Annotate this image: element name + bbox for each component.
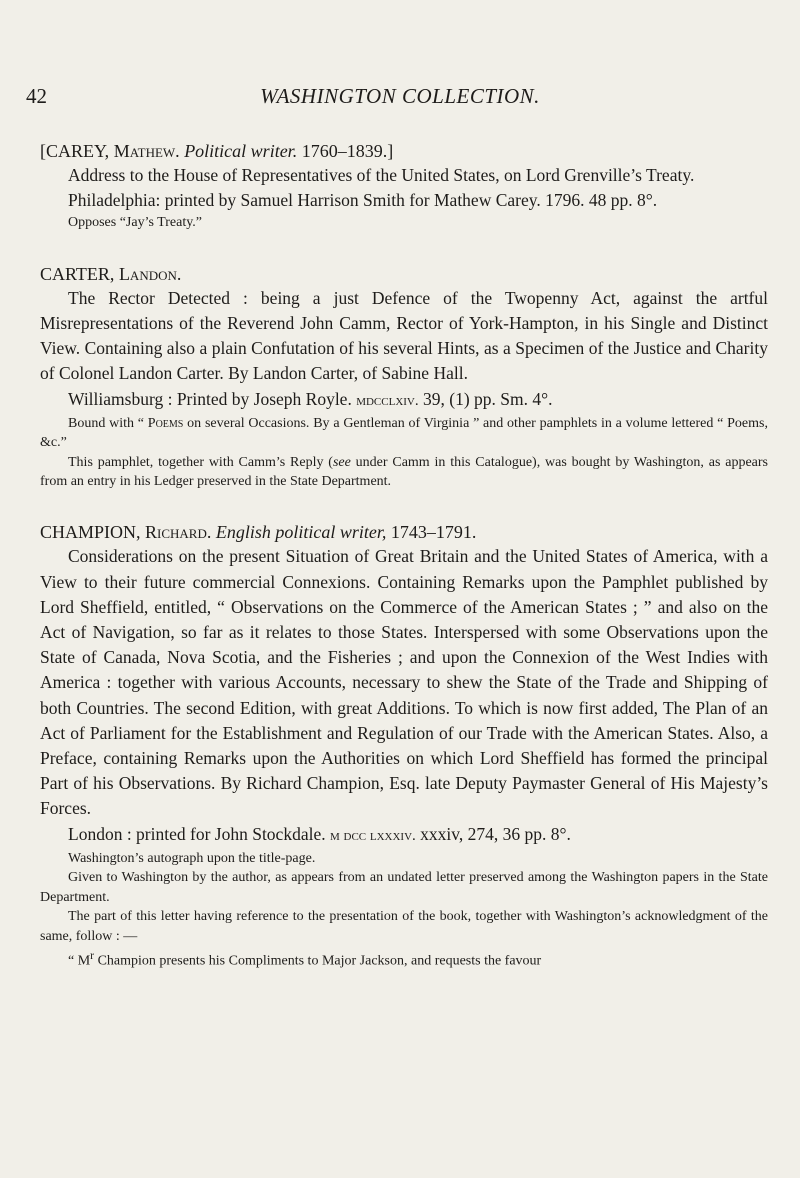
entry-note [40,453,768,492]
entry-note [40,414,768,453]
entry-heading [40,521,768,544]
imprint-collation: xxxiv, 274, 36 pp. 8°. [415,823,571,844]
author-surname: CHAMPION, [40,522,146,543]
quote-text: Champion presents his Compliments to Major Jackson, and requests the favour [94,953,542,969]
author-description: English political writer, [215,522,387,543]
running-head: WASHINGTON COLLECTION. [260,84,540,108]
author-forename: Mathew. [113,141,180,161]
entry-heading [40,140,768,163]
entry-note: The part of this letter having reference to the presentation of the book, together with Washington’s acknowledgment of the same, follow : — [40,909,768,944]
note-text: This pamphlet, together with Camm’s Reply ( [68,454,333,470]
entry-note: Given to Washington by the author, as appears from an undated letter preserved among the Washington papers in the State Department. [40,870,768,905]
entry-note: Opposes “Jay’s Treaty.” [68,215,203,231]
author-description: Political writer. [184,141,298,161]
entry-title: Considerations on the present Situation of Great Britain and the United States of America, with a View to their future commercial Connexions. Containing Remarks upon the Pamphlet published by Lord Sheffield, entitled, “ Observations on the Commerce of the American States ; ” and also on the Act of Navigation, so far as it relates to those States. Interspersed with some Observations upon the State of Canada, Nova Scotia, and the Fisheries ; and upon the Connexion of the West Indies with America : together with various Accounts, necessary to shew the State of the Trade and Shipping of both Countries. The second Edition, with great Additions. To which is now first added, The Plan of an Act of Parliament for the Establishment and Regulation of our Trade with the American States. Also, a Preface, containing Remarks upon the Authorities on which Lord Sheffield has formed the principal Part of his Observations. By Richard Champion, Esq. late Deputy Paymaster General of His Majesty’s Forces. [40,546,768,819]
entry-imprint [40,822,768,849]
quote-text: “ M [68,953,91,969]
entry-imprint [40,387,768,414]
page-header [26,84,774,114]
entry-quote [40,946,768,971]
imprint-place-printer: Williamsburg : Printed by Joseph Royle. [68,388,357,409]
author-forename: Richard. [145,522,212,543]
note-text: on several Occasions. By a Gentleman of Virginia ” and other pamphlets in a volume lettered “ Poems, &c.” [40,415,768,451]
page-number: 42 [26,84,47,108]
catalogue-entries [40,140,768,971]
imprint-collation: 39, (1) pp. Sm. 4°. [418,388,553,409]
entry-carter [40,263,768,492]
author-surname: [CAREY, [40,141,114,161]
entry-imprint: Philadelphia: printed by Samuel Harrison Smith for Mathew Carey. 1796. 48 pp. 8°. [68,190,658,211]
entry-heading [40,263,768,286]
entry-title: Address to the House of Representatives of the United States, on Lord Grenville’s Treaty. [68,165,695,185]
note-text: Poems [147,415,184,431]
note-text: under Camm in this Catalogue), was bought by Washington, as appears from an entry in his Ledger preserved in the State Department. [40,454,768,490]
imprint-place-printer: London : printed for John Stockdale. [68,823,330,844]
entry-carey [40,140,768,233]
author-dates: 1743–1791. [386,522,477,543]
imprint-date: mdcclxiv. [356,392,419,409]
entry-title: The Rector Detected : being a just Defence of the Twopenny Act, against the artful Misrepresentations of the Reverend John Camm, Rector of York-Hampton, in his Single and Distinct View. Containing also a plain Confutation of his several Hints, as a Specimen of the Justice and Charity of Colonel Landon Carter. By Landon Carter, of Sabine Hall. [40,287,768,384]
author-dates: 1760–1839.] [297,141,394,161]
quote-text: r [90,948,95,962]
author-surname: CARTER, [40,263,119,284]
note-text: see [332,454,351,470]
entry-champion [40,521,768,971]
imprint-date: m dcc lxxxiv. [329,827,416,844]
note-text: Bound with “ [68,415,148,431]
author-forename: Landon. [118,263,182,284]
entry-note: Washington’s autograph upon the title-page. [68,850,316,866]
